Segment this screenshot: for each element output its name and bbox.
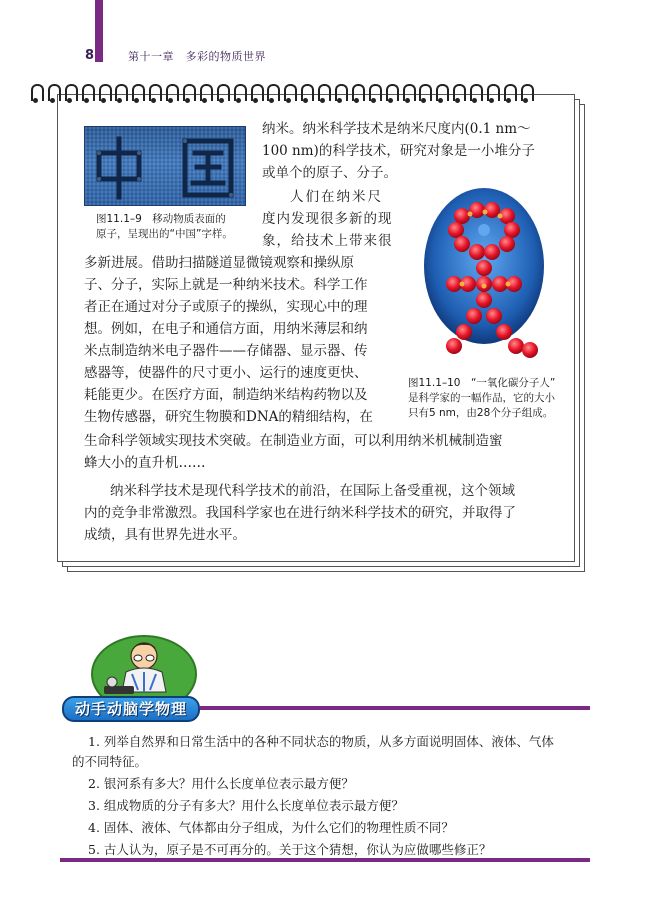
spiral-ring — [501, 84, 518, 106]
spiral-ring — [467, 84, 484, 106]
spiral-ring — [264, 84, 281, 106]
body-line-9: 者正在通过对分子或原子的操纵，实现心中的理 — [84, 299, 368, 315]
figure-11-1-10-caption-line1: 图11.1–10 “一氧化碳分子人” — [408, 377, 556, 389]
spiral-ring — [129, 84, 146, 106]
spiral-ring — [79, 84, 96, 106]
activity-divider-line — [200, 706, 590, 710]
body-line-12: 感器等，使器件的尺寸更小、运行的速度更快、 — [84, 365, 368, 381]
body-line-10: 想。例如，在电子和通信方面，用纳米薄层和纳 — [84, 321, 368, 337]
body-line-17: 纳米科学技术是现代科学技术的前沿，在国际上备受重视，这个领域 — [110, 483, 515, 499]
spiral-ring — [28, 84, 45, 106]
page-number: 8 — [85, 48, 95, 63]
body-line-15: 生命科学领域实现技术突破。在制造业方面，可以利用纳米机械制造蜜 — [84, 433, 503, 449]
figure-china-atoms-image — [84, 126, 246, 206]
body-line-7: 多新进展。借助扫描隧道显微镜观察和操纵原 — [84, 255, 354, 271]
notebook-spiral-binding — [28, 84, 548, 106]
spiral-ring — [231, 84, 248, 106]
spiral-ring — [281, 84, 298, 106]
question-2: 2. 银河系有多大？用什么长度单位表示最方便？ — [88, 776, 354, 791]
spiral-ring — [96, 84, 113, 106]
body-line-5: 度内发现很多新的现 — [262, 211, 393, 227]
spiral-ring — [400, 84, 417, 106]
spiral-ring — [45, 84, 62, 106]
body-line-1: 纳米。纳米科学技术是纳米尺度内(0.1 nm～ — [262, 121, 531, 137]
spiral-ring — [197, 84, 214, 106]
body-line-6: 象，给技术上带来很 — [262, 233, 393, 249]
spiral-ring — [383, 84, 400, 106]
spiral-ring — [146, 84, 163, 106]
spiral-ring — [349, 84, 366, 106]
header-accent-bar — [95, 0, 103, 62]
bottom-divider-line — [60, 858, 590, 862]
spiral-ring — [163, 84, 180, 106]
figure-11-1-9-caption-line2: 原子，呈现出的“中国”字样。 — [96, 228, 233, 240]
body-line-16: 蜂大小的直升机…… — [84, 455, 206, 471]
spiral-ring — [248, 84, 265, 106]
figure-co-molecule-man-image — [422, 186, 562, 366]
spiral-ring — [180, 84, 197, 106]
spiral-ring — [298, 84, 315, 106]
spiral-ring — [416, 84, 433, 106]
body-line-13: 耗能更少。在医疗方面，制造纳米结构药物以及 — [84, 387, 368, 403]
spiral-ring — [315, 84, 332, 106]
spiral-ring — [332, 84, 349, 106]
spiral-ring — [112, 84, 129, 106]
spiral-ring — [433, 84, 450, 106]
figure-11-1-10-caption-line3: 只有5 nm，由28个分子组成。 — [408, 407, 554, 419]
body-line-8: 子、分子，实际上就是一种纳米技术。科学工作 — [84, 277, 368, 293]
question-1-line-2: 的不同特征。 — [72, 754, 148, 769]
body-line-2: 100 nm)的科学技术，研究对象是一小堆分子 — [262, 143, 535, 159]
question-3: 3. 组成物质的分子有多大？用什么长度单位表示最方便？ — [88, 798, 404, 813]
spiral-ring — [214, 84, 231, 106]
body-line-14: 生物传感器，研究生物膜和DNA的精细结构，在 — [84, 409, 373, 425]
question-4: 4. 固体、液体、气体都由分子组成，为什么它们的物理性质不同？ — [88, 820, 454, 835]
spiral-ring — [518, 84, 535, 106]
chapter-title: 第十一章 多彩的物质世界 — [128, 50, 266, 63]
body-line-18: 内的竞争非常激烈。我国科学家也在进行纳米科学技术的研究，并取得了 — [84, 505, 516, 521]
spiral-ring — [484, 84, 501, 106]
figure-11-1-9-caption-line1: 图11.1–9 移动物质表面的 — [96, 213, 226, 225]
figure-11-1-10-caption-line2: 是科学家的一幅作品，它的大小 — [408, 392, 555, 404]
spiral-ring — [450, 84, 467, 106]
spiral-ring — [366, 84, 383, 106]
body-line-19: 成绩，具有世界先进水平。 — [84, 527, 246, 543]
spiral-ring — [62, 84, 79, 106]
question-5: 5. 古人认为，原子是不可再分的。关于这个猜想，你认为应做哪些修正？ — [88, 842, 492, 857]
question-1-line-1: 1. 列举自然界和日常生活中的各种不同状态的物质，从多方面说明固体、液体、气体 — [88, 734, 554, 749]
body-line-3: 或单个的原子、分子。 — [262, 165, 397, 181]
body-line-4: 人们在纳米尺 — [290, 189, 383, 205]
activity-section-title: 动手动脑学物理 — [62, 696, 200, 722]
body-line-11: 米点制造纳米电子器件——存储器、显示器、传 — [84, 343, 368, 359]
